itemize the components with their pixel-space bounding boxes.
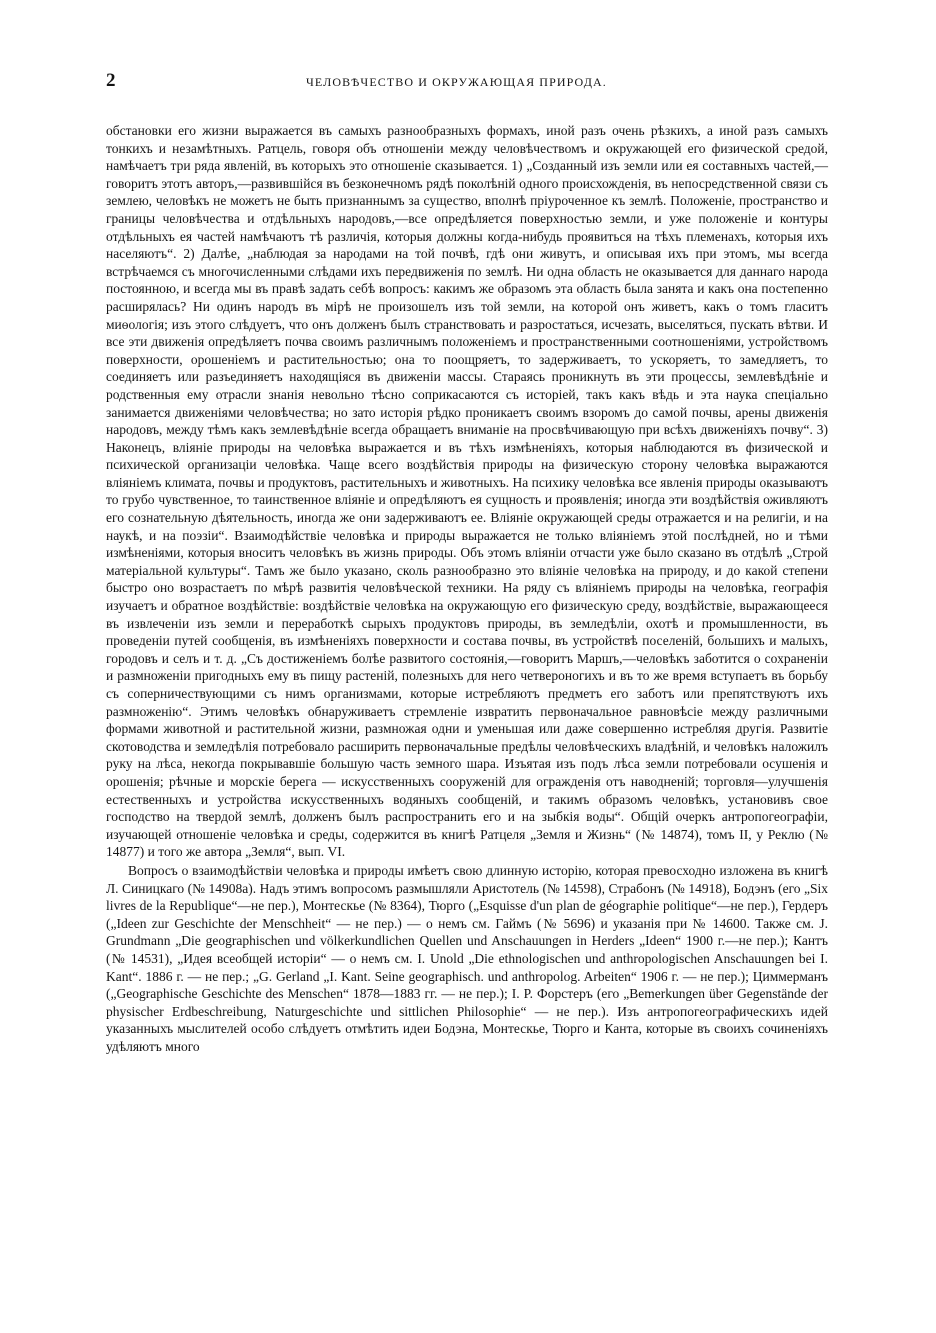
paragraph-interaction-history: Вопросъ о взаимодѣйствіи человѣка и природы имѣетъ свою длинную исторію, которая превосходно изложена въ книгѣ Л. Синицкаго (№ 14908а). Надъ этимъ вопросомъ размышляли Аристотель (№ 14598), Страбонъ (№ 14918), Бодэнъ (его „Six livres de la Republique“—не пер.), Монтескье (№ 8364), Тюрго („Esquisse d'un plan de géographie politique“—не пер.), Гердеръ („Ideen zur Geschichte der Menschheit“ — не пер.) — о немъ см. Гаймъ (№ 5696) и указанія при № 14600. Также см. J. Grundmann „Die geographischen und völkerkundlichen Quellen und Anschauungen in Herders „Ideen“ 1900 г.—не пер.); Кантъ (№ 14531), „Идея всеобщей исторіи“ — о немъ см. I. Unold „Die ethnologischen und anthropologischen Anschauungen bei I. Kant“. 1886 г. — не пер.; „G. Gerland „I. Kant. Seine geographisch. und anthropolog. Arbeiten“ 1906 г. — не пер.); Циммерманъ („Geographische Geschichte des Menschen“ 1878—1883 гг. — не пер.); I. P. Форстеръ (его „Bemerkungen über Gegenstände der physischer Erdbeschreibung, Naturgeschichte und sittlichen Philosophie“ — не пер.). Изъ антропогеографическихъ идей указанныхъ мыслителей особо слѣдуетъ отмѣтить идеи Бодэна, Монтескье, Тюрго и Канта, которые въ своихъ сочиненіяхъ удѣляютъ много — [106, 862, 828, 1054]
paragraph-continuation: обстановки его жизни выражается въ самыхъ разнообразныхъ формахъ, иной разъ очень рѣзкихъ, а иной разъ самыхъ тонкихъ и незамѣтныхъ. Ратцель, говоря объ отношеніи между человѣчествомъ и окружающей его физической средой, намѣчаетъ три ряда явленій, въ которыхъ это отношеніе сказывается. 1) „Созданный изъ земли или ея составныхъ частей,—говоритъ этотъ авторъ,—развившійся въ безконечномъ рядѣ поколѣній одного происхожденія, въ непосредственной связи съ землею, человѣкъ не можетъ не быть признаннымъ за существо, вполнѣ пріуроченное къ землѣ. Положеніе, пространство и границы человѣчества и отдѣльныхъ народовъ,—все опредѣляется поверхностью земли, и уже положеніе и контуры отдѣльныхъ ея частей намѣчаютъ тѣ различія, которыя должны когда-нибудь проявиться на тѣхъ племенахъ, которыя ихъ населяютъ“. 2) Далѣе, „наблюдая за народами на той почвѣ, гдѣ они живутъ, и описывая ихъ при этомъ, мы всегда встрѣчаемся съ многочисленными слѣдами ихъ передвиженія по землѣ. Ни одна область не оказывается для даннаго народа постоянною, и всегда мы въ правѣ задать себѣ вопросъ: какимъ же образомъ эта область была занята и какъ она постепенно расширялась? Ни одинъ народъ въ мірѣ не произошелъ изъ той земли, на которой онъ живетъ, какъ о томъ гласитъ миѳологія; изъ этого слѣдуетъ, что онъ долженъ былъ странствовать и разростаться, исчезать, выселяться, пускать вѣтви. И все эти движенія опредѣляетъ почва своимъ различнымъ положеніемъ и пространственными соотношеніями, устройствомъ поверхности, орошеніемъ и растительностью; она то поощряетъ, то задерживаетъ, то ускоряетъ, то замедляетъ, то соединяетъ или разъединяетъ находящіяся въ движеніи массы. Стараясь проникнуть въ эти процессы, землевѣдѣніе и родственныя ему отрасли знанія невольно тѣсно соприкасаются съ исторіей, такъ какъ вѣдь и эта наука спеціально занимается движеніями человѣчества; но зато исторія рѣдко проникаетъ своимъ взоромъ до самой почвы, арены движенія народовъ, между тѣмъ какъ землевѣдѣніе всегда обращаетъ вниманіе на просвѣчивающую при всѣхъ движеніяхъ почву“. 3) Наконецъ, вліяніе природы на человѣка выражается и въ тѣхъ измѣненіяхъ, которыя наблюдаются въ физической и психической организаціи человѣка. Чаще всего воздѣйствія природы на физическую сторону человѣка выражаются вліяніемъ климата, почвы и продуктовъ, растительныхъ и животныхъ. На психику человѣка все явленія природы оказываютъ то грубо чувственное, то таинственное вліяніе и опредѣляютъ ея сущность и проявленія; иногда эти воздѣйствія оживляютъ его сознательную дѣятельность, иногда же они задерживаютъ ее. Вліяніе окружающей среды отражается и на религіи, и на наукѣ, и на поэзіи“. Взаимодѣйствіе человѣка и природы выражается не только вліяніемъ этой послѣдней, но и тѣми измѣненіями, которыя вноситъ человѣкъ въ жизнь природы. Объ этомъ вліяніи отчасти уже было сказано въ отдѣлѣ „Строй матеріальной культуры“. Тамъ же было указано, сколь разнообразно это вліяніе человѣка на природу, и до какой степени быстро оно возрастаетъ по мѣрѣ развитія человѣческой техники. На ряду съ вліяніемъ природы на человѣка, географія изучаетъ и обратное воздѣйствіе: воздѣйствіе человѣка на окружающую его физическую среду, воздѣйствіе, выражающееся въ извлеченіи изъ земли и переработкѣ сырыхъ продуктовъ природы, въ земледѣліи, охотѣ и промышленности, въ проведеніи путей сообщенія, въ измѣненіяхъ поверхности и состава почвы, въ устройствѣ поселеній, большихъ и малыхъ, городовъ и селъ и т. д. „Съ достиженіемъ болѣе развитого состоянія,—говоритъ Маршъ,—человѣкъ заботится о сохраненіи и размноженіи пригодныхъ ему въ пищу растеній, полезныхъ для него четвероногихъ и въ то же время вступаетъ въ борьбу съ соперничествующими съ нимъ организмами, которые истребляютъ предметъ его заботъ или препятствуютъ ихъ размноженію“. Этимъ человѣкъ обнаруживаетъ стремленіе извратить первоначальное равновѣсіе между различными формами животной и растительной жизни, размножая одни и уменьшая или даже совершенно истребляя другія. Развитіе скотоводства и земледѣлія потребовало расширить первоначальные предѣлы человѣческихъ владѣній, и человѣкъ наложилъ руку на лѣса, некогда покрывавшіе большую часть земного шара. Изъятая изъ подъ лѣса земли потребовали осушенія и орошенія; рѣчные и морскіе берега — искусственныхъ сооруженій для огражденія отъ наводненій; торговля—улучшенія естественныхъ и устройства искусственныхъ водяныхъ сообщеній, и такимъ образомъ человѣкъ, установивъ свое господство на твердой землѣ, долженъ былъ распространить его и на зыбкія воды“. Общій очеркъ антропогеографіи, изучающей отношеніе человѣка и среды, содержится въ книгѣ Ратцеля „Земля и Жизнь“ (№ 14874), томъ II, у Реклю (№ 14877) и того же автора „Земля“, вып. VI. — [106, 123, 828, 860]
running-title: ЧЕЛОВѢЧЕСТВО И ОКРУЖАЮЩАЯ ПРИРОДА. — [306, 75, 607, 89]
body-text — [106, 122, 828, 1055]
page-number: 2 — [106, 70, 116, 91]
running-head — [106, 70, 834, 96]
